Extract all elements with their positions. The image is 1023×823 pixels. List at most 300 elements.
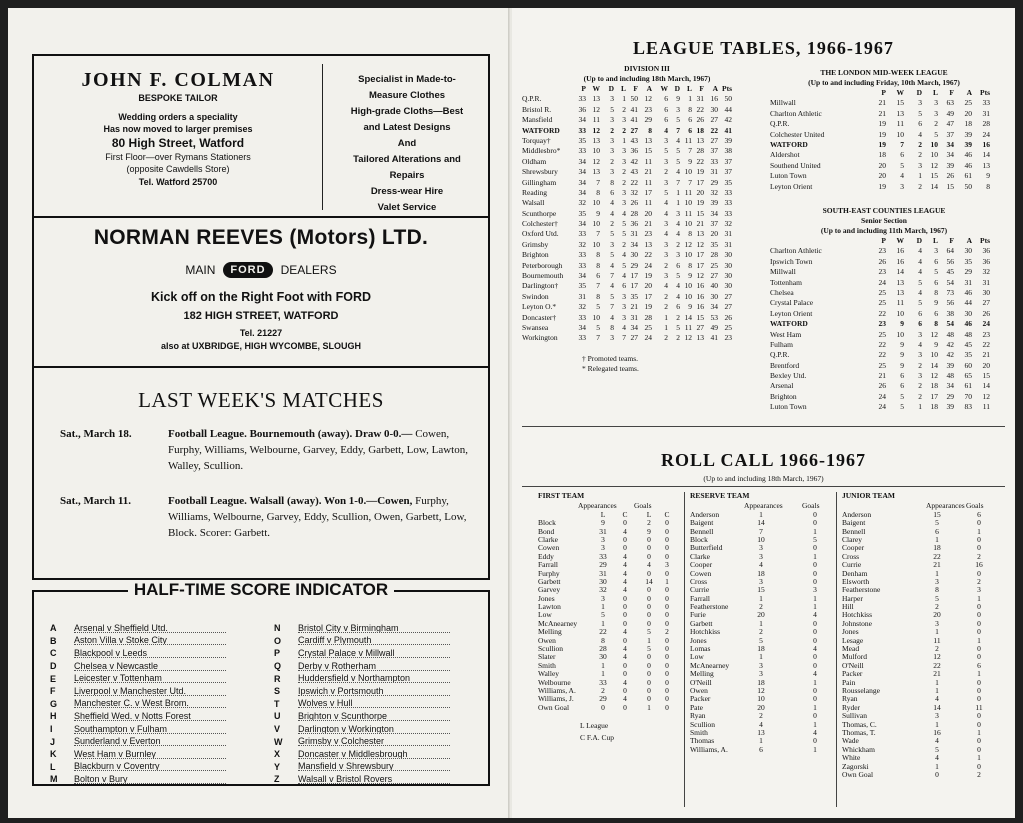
player-row bbox=[538, 536, 684, 544]
player-row bbox=[842, 637, 982, 645]
stat-cell: 0 bbox=[601, 702, 605, 712]
player-name: Owen bbox=[538, 635, 556, 645]
stat-cell: 8 bbox=[596, 187, 600, 197]
table-row bbox=[522, 167, 772, 177]
stat-cell: 70 bbox=[964, 391, 972, 401]
stat-cell: 10 bbox=[757, 534, 765, 544]
stat-cell: 28 bbox=[644, 312, 652, 322]
player-name: Scullion bbox=[690, 719, 716, 729]
stat-cell: 8 bbox=[986, 181, 990, 191]
stat-cell: 2 bbox=[918, 381, 922, 391]
stat-cell: 0 bbox=[623, 534, 627, 544]
stat-cell: 12 bbox=[592, 104, 600, 114]
stat-cell: 3 bbox=[610, 167, 614, 177]
stat-cell: 0 bbox=[647, 602, 651, 612]
team-name: Doncaster† bbox=[522, 312, 557, 322]
stat-cell: 3 bbox=[900, 181, 904, 191]
stat-cell: 3 bbox=[664, 219, 668, 229]
player-row bbox=[842, 687, 982, 695]
halftime-fixture: Mansfield v Shrewsbury bbox=[298, 762, 450, 771]
stat-cell: 14 bbox=[930, 181, 938, 191]
stat-cell: 7 bbox=[610, 271, 614, 281]
column-divider bbox=[836, 492, 837, 807]
stat-cell: 35 bbox=[964, 350, 972, 360]
stat-cell: 16 bbox=[696, 291, 704, 301]
last-week-box bbox=[32, 366, 490, 580]
stat-cell: 1 bbox=[676, 198, 680, 208]
stat-cell: 11 bbox=[644, 198, 652, 208]
table-row bbox=[770, 161, 998, 171]
player-name: Ryan bbox=[842, 694, 858, 704]
stat-cell: 11 bbox=[684, 208, 692, 218]
stat-cell: 2 bbox=[610, 219, 614, 229]
last-week-title: LAST WEEK'S MATCHES bbox=[138, 388, 384, 412]
team-name: Swindon bbox=[522, 291, 549, 301]
player-row bbox=[538, 704, 684, 712]
column-header: L bbox=[620, 84, 626, 93]
stat-cell: 0 bbox=[813, 660, 817, 670]
stat-cell: 1 bbox=[759, 593, 763, 603]
stat-cell: 5 bbox=[610, 104, 614, 114]
stat-cell: 0 bbox=[665, 526, 669, 536]
player-name: McAnearney bbox=[690, 660, 730, 670]
stat-cell: 48 bbox=[946, 329, 954, 339]
stat-cell: 46 bbox=[964, 160, 972, 170]
stat-cell: 0 bbox=[935, 769, 939, 779]
roll-title: JUNIOR TEAM bbox=[842, 491, 895, 500]
stat-cell: 0 bbox=[977, 602, 981, 612]
player-name: Thomas bbox=[690, 736, 715, 746]
reeves-tel: Tel. 21227 bbox=[239, 328, 283, 338]
stat-cell: 3 bbox=[622, 115, 626, 125]
stat-cell: 20 bbox=[878, 160, 886, 170]
stat-cell: 1 bbox=[935, 761, 939, 771]
stat-cell: 4 bbox=[610, 260, 614, 270]
stat-cell: 35 bbox=[710, 239, 718, 249]
stat-cell: 33 bbox=[710, 156, 718, 166]
stat-cell: 17 bbox=[644, 291, 652, 301]
stat-cell: 2 bbox=[977, 551, 981, 561]
stat-cell: 0 bbox=[665, 585, 669, 595]
stat-cell: 0 bbox=[623, 702, 627, 712]
colman-address: 80 High Street, Watford bbox=[111, 135, 245, 150]
stat-cell: 4 bbox=[623, 560, 627, 570]
halftime-letter: T bbox=[274, 698, 280, 709]
stat-cell: 1 bbox=[622, 135, 626, 145]
stat-cell: 4 bbox=[813, 669, 817, 679]
stat-cell: 29 bbox=[644, 115, 652, 125]
stat-cell: 3 bbox=[622, 312, 626, 322]
match-team: Furphy, Williams, Welbourne, Garvey, Eddy, Scullion, Owen, Garbett, Low, Block. Scorer: Garbett. bbox=[168, 495, 467, 539]
team-name: Reading bbox=[522, 187, 547, 197]
stat-cell: 0 bbox=[813, 509, 817, 519]
roll-header bbox=[538, 502, 684, 510]
stat-cell: 12 bbox=[684, 333, 692, 343]
player-name: Bennell bbox=[690, 526, 714, 536]
stat-cell: 63 bbox=[946, 98, 954, 108]
stat-cell: 29 bbox=[710, 177, 718, 187]
stat-cell: 21 bbox=[933, 669, 941, 679]
halftime-fixture: Chelsea v Newcastle bbox=[74, 662, 226, 671]
stat-cell: 2 bbox=[759, 627, 763, 637]
table-header-row bbox=[770, 88, 998, 98]
stat-cell: 31 bbox=[578, 291, 586, 301]
column-header: Pts bbox=[980, 88, 990, 97]
southeast-counties-table bbox=[770, 206, 998, 413]
colman-floor: First Floor—over Rymans Stationers bbox=[105, 151, 251, 162]
player-name: Own Goal bbox=[842, 769, 874, 779]
halftime-row bbox=[50, 660, 226, 673]
column-header: P bbox=[881, 236, 886, 245]
stat-cell: 34 bbox=[578, 271, 586, 281]
stat-cell: 2 bbox=[935, 602, 939, 612]
stat-cell: 0 bbox=[813, 652, 817, 662]
halftime-letter: E bbox=[50, 673, 57, 684]
halftime-letter: H bbox=[50, 711, 57, 722]
halftime-letter: V bbox=[274, 724, 281, 735]
stat-cell: 3 bbox=[622, 156, 626, 166]
stat-cell: 6 bbox=[596, 271, 600, 281]
stat-cell: 4 bbox=[813, 727, 817, 737]
stat-cell: 3 bbox=[759, 576, 763, 586]
stat-cell: 3 bbox=[977, 585, 981, 595]
table-row bbox=[522, 126, 772, 136]
stat-cell: 26 bbox=[946, 171, 954, 181]
stat-cell: 20 bbox=[644, 208, 652, 218]
table-row bbox=[770, 330, 998, 340]
column-divider bbox=[684, 492, 685, 807]
stat-cell: 7 bbox=[676, 125, 680, 135]
team-name: Gillingham bbox=[522, 177, 557, 187]
halftime-right-column bbox=[274, 622, 450, 786]
stat-cell: 2 bbox=[759, 602, 763, 612]
team-name: West Ham bbox=[770, 329, 802, 339]
stat-cell: 17 bbox=[930, 391, 938, 401]
stat-cell: 0 bbox=[665, 686, 669, 695]
stat-cell: 22 bbox=[933, 660, 941, 670]
stat-cell: 0 bbox=[623, 602, 627, 612]
stat-cell: 18 bbox=[757, 677, 765, 687]
stat-cell: 21 bbox=[933, 560, 941, 570]
stat-cell: 8 bbox=[934, 287, 938, 297]
player-row bbox=[842, 695, 982, 703]
stat-cell: 6 bbox=[977, 509, 981, 519]
stat-cell: 6 bbox=[610, 187, 614, 197]
stat-cell: 49 bbox=[710, 322, 718, 332]
stat-cell: 1 bbox=[813, 526, 817, 536]
stat-cell: 12 bbox=[982, 391, 990, 401]
stat-cell: 56 bbox=[946, 256, 954, 266]
reeves-dealers bbox=[34, 262, 488, 278]
player-name: Packer bbox=[690, 694, 711, 704]
stat-cell: 0 bbox=[647, 593, 651, 603]
stat-cell: 27 bbox=[724, 302, 732, 312]
stat-cell: 44 bbox=[724, 104, 732, 114]
stat-cell: 43 bbox=[630, 135, 638, 145]
stat-cell: 48 bbox=[964, 329, 972, 339]
halftime-fixture: Arsenal v Sheffield Utd. bbox=[74, 624, 226, 633]
stat-cell: 31 bbox=[599, 568, 607, 578]
stat-cell: 10 bbox=[684, 250, 692, 260]
table-row bbox=[770, 350, 998, 360]
stat-cell: 27 bbox=[630, 125, 638, 135]
stat-cell: 14 bbox=[645, 576, 653, 586]
stat-cell: 15 bbox=[696, 208, 704, 218]
stat-cell: 9 bbox=[601, 518, 605, 528]
player-name: Cooper bbox=[690, 560, 713, 570]
stat-cell: 5 bbox=[900, 391, 904, 401]
column-header: W bbox=[592, 84, 600, 93]
stat-cell: 12 bbox=[930, 371, 938, 381]
halftime-fixture: Huddersfield v Northampton bbox=[298, 674, 450, 683]
stat-cell: 1 bbox=[813, 744, 817, 754]
service-line: Dress-wear Hire bbox=[370, 186, 444, 197]
player-name: O'Neill bbox=[842, 660, 864, 670]
stat-cell: 4 bbox=[676, 135, 680, 145]
stat-cell: 2 bbox=[918, 391, 922, 401]
table-row bbox=[522, 219, 772, 229]
stat-cell: 13 bbox=[896, 277, 904, 287]
stat-cell: 2 bbox=[977, 576, 981, 586]
stat-cell: 0 bbox=[977, 711, 981, 721]
stat-cell: 2 bbox=[610, 156, 614, 166]
player-row bbox=[538, 653, 684, 661]
stat-cell: 1 bbox=[665, 576, 669, 586]
stat-cell: 34 bbox=[630, 322, 638, 332]
stat-cell: 2 bbox=[759, 711, 763, 721]
stat-cell: 23 bbox=[878, 319, 886, 329]
stat-cell: 1 bbox=[759, 736, 763, 746]
stat-cell: 1 bbox=[935, 719, 939, 729]
stat-cell: 8 bbox=[596, 291, 600, 301]
table-row bbox=[522, 115, 772, 125]
stat-cell: 9 bbox=[688, 271, 692, 281]
stat-cell: 20 bbox=[982, 360, 990, 370]
player-name: O'Neill bbox=[690, 677, 712, 687]
stat-cell: 3 bbox=[934, 246, 938, 256]
column-header: P bbox=[581, 84, 586, 93]
stat-cell: 3 bbox=[934, 108, 938, 118]
stat-cell: 1 bbox=[977, 593, 981, 603]
stat-cell: 2 bbox=[622, 177, 626, 187]
table-row bbox=[522, 188, 772, 198]
stat-cell: 0 bbox=[647, 534, 651, 544]
stat-cell: 7 bbox=[759, 526, 763, 536]
stat-cell: 13 bbox=[644, 239, 652, 249]
stat-cell: 0 bbox=[977, 719, 981, 729]
colman-name: JOHN F. COLMAN bbox=[81, 69, 275, 91]
stat-cell: 7 bbox=[622, 333, 626, 343]
service-line: Measure Clothes bbox=[368, 90, 446, 101]
stat-cell: 1 bbox=[977, 669, 981, 679]
stat-cell: 5 bbox=[622, 260, 626, 270]
stat-cell: 8 bbox=[688, 104, 692, 114]
league-tables-title: LEAGUE TABLES, 1966-1967 bbox=[633, 38, 894, 58]
stat-cell: 31 bbox=[710, 167, 718, 177]
stat-cell: 24 bbox=[878, 402, 886, 412]
halftime-row bbox=[274, 723, 450, 736]
stat-cell: 0 bbox=[647, 551, 651, 561]
stat-cell: 34 bbox=[946, 381, 954, 391]
stat-cell: 5 bbox=[900, 402, 904, 412]
halftime-letter: G bbox=[50, 698, 58, 709]
halftime-fixture: Darlington v Workington bbox=[298, 725, 450, 734]
stat-cell: 0 bbox=[977, 694, 981, 704]
service-line: Repairs bbox=[389, 170, 425, 181]
stat-cell: 1 bbox=[622, 94, 626, 104]
match-team: Cowen, Furphy, Williams, Welbourne, Garvey, Eddy, Garbett, Low, Lawton, Walley, Scullion. bbox=[168, 428, 468, 472]
service-line: Tailored Alterations and bbox=[353, 154, 461, 165]
team-name: Ipswich Town bbox=[770, 256, 813, 266]
player-row bbox=[842, 746, 982, 754]
player-name: Cowen bbox=[538, 543, 560, 553]
colman-tel: Tel. Watford 25700 bbox=[138, 176, 218, 187]
stat-cell: 0 bbox=[647, 669, 651, 679]
stat-cell: 4 bbox=[664, 229, 668, 239]
stat-cell: 23 bbox=[878, 246, 886, 256]
stat-cell: 0 bbox=[977, 534, 981, 544]
stat-cell: 23 bbox=[878, 267, 886, 277]
team-name: Luton Town bbox=[770, 402, 807, 412]
stat-cell: 47 bbox=[946, 119, 954, 129]
table-row bbox=[770, 257, 998, 267]
stat-cell: 4 bbox=[623, 576, 627, 586]
stat-cell: 4 bbox=[918, 256, 922, 266]
stat-cell: 2 bbox=[676, 239, 680, 249]
stat-cell: 14 bbox=[896, 267, 904, 277]
stat-cell: 4 bbox=[935, 694, 939, 704]
stat-cell: 19 bbox=[878, 181, 886, 191]
halftime-letter: X bbox=[274, 749, 281, 760]
main-label: MAIN bbox=[185, 263, 216, 277]
table-row bbox=[522, 209, 772, 219]
stat-cell: 0 bbox=[665, 702, 669, 712]
stat-cell: 30 bbox=[964, 308, 972, 318]
player-row bbox=[538, 628, 684, 636]
stat-cell: 0 bbox=[977, 618, 981, 628]
service-line: and Latest Designs bbox=[363, 122, 451, 133]
stat-cell: 37 bbox=[710, 146, 718, 156]
stat-cell: 34 bbox=[578, 115, 586, 125]
stat-cell: 12 bbox=[696, 271, 704, 281]
player-name: Ryder bbox=[842, 702, 861, 712]
team-name: Q.P.R. bbox=[770, 350, 790, 360]
stat-cell: 4 bbox=[935, 753, 939, 763]
stat-cell: 4 bbox=[610, 312, 614, 322]
stat-cell: 14 bbox=[982, 150, 990, 160]
stat-cell: 13 bbox=[896, 287, 904, 297]
stat-cell: 4 bbox=[676, 229, 680, 239]
player-name: Pate bbox=[690, 702, 703, 712]
stat-cell: 33 bbox=[724, 208, 732, 218]
stat-cell: 2 bbox=[934, 119, 938, 129]
team-name: Q.P.R. bbox=[522, 94, 542, 104]
stat-cell: 12 bbox=[930, 160, 938, 170]
column-header: F bbox=[949, 236, 954, 245]
halftime-row bbox=[50, 723, 226, 736]
stat-cell: 8 bbox=[934, 319, 938, 329]
table-subtitle: (Up to and including Friday, 10th March, 1967) bbox=[808, 78, 960, 87]
stat-cell: 11 bbox=[684, 135, 692, 145]
left-page bbox=[8, 8, 510, 818]
stat-cell: 20 bbox=[696, 187, 704, 197]
roll-call-title: ROLL CALL 1966-1967 bbox=[660, 450, 867, 470]
halftime-row bbox=[274, 748, 450, 761]
team-name: Southend United bbox=[770, 160, 821, 170]
stat-cell: 27 bbox=[710, 135, 718, 145]
stat-cell: 5 bbox=[676, 115, 680, 125]
dealers-label: DEALERS bbox=[280, 263, 337, 277]
table-row bbox=[770, 98, 998, 108]
column-header: L bbox=[646, 509, 652, 519]
stat-cell: 1 bbox=[935, 686, 939, 695]
stat-cell: 5 bbox=[676, 322, 680, 332]
stat-cell: 0 bbox=[813, 635, 817, 645]
table-row bbox=[770, 246, 998, 256]
player-name: Butterfield bbox=[690, 543, 723, 553]
player-name: Hotchkiss bbox=[690, 627, 720, 637]
stat-cell: 48 bbox=[946, 371, 954, 381]
team-name: Torquay† bbox=[522, 135, 551, 145]
halftime-row bbox=[274, 710, 450, 723]
team-name: Workington bbox=[522, 333, 558, 343]
stat-cell: 27 bbox=[982, 298, 990, 308]
goals-header: Goals bbox=[634, 501, 652, 511]
stat-cell: 45 bbox=[946, 267, 954, 277]
player-name: Ryan bbox=[690, 711, 706, 721]
stat-cell: 3 bbox=[622, 187, 626, 197]
stat-cell: 11 bbox=[684, 187, 692, 197]
stat-cell: 26 bbox=[696, 115, 704, 125]
halftime-row bbox=[274, 685, 450, 698]
stat-cell: 15 bbox=[946, 181, 954, 191]
reserve-team-roll bbox=[690, 492, 830, 754]
stat-cell: 50 bbox=[724, 94, 732, 104]
stat-cell: 0 bbox=[665, 694, 669, 704]
stat-cell: 0 bbox=[665, 669, 669, 679]
stat-cell: 4 bbox=[918, 129, 922, 139]
stat-cell: 1 bbox=[647, 635, 651, 645]
stat-cell: 27 bbox=[710, 115, 718, 125]
match-headline: Football League. Bournemouth (away). Draw 0-0.— bbox=[168, 428, 413, 440]
stat-cell: 4 bbox=[664, 198, 668, 208]
stat-cell: 32 bbox=[630, 187, 638, 197]
player-row bbox=[538, 544, 684, 552]
stat-cell: 4 bbox=[664, 208, 668, 218]
stat-cell: 54 bbox=[946, 277, 954, 287]
team-name: Mansfield bbox=[522, 115, 553, 125]
table-title: THE LONDON MID-WEEK LEAGUE bbox=[820, 68, 948, 77]
stat-cell: 0 bbox=[977, 568, 981, 578]
player-name: Slater bbox=[538, 652, 556, 662]
stat-cell: 11 bbox=[684, 322, 692, 332]
stat-cell: 3 bbox=[934, 98, 938, 108]
stat-cell: 20 bbox=[933, 610, 941, 620]
stat-cell: 25 bbox=[724, 322, 732, 332]
stat-cell: 20 bbox=[878, 171, 886, 181]
column-header: L bbox=[932, 236, 938, 245]
stat-cell: 11 bbox=[982, 402, 990, 412]
team-name: WATFORD bbox=[770, 139, 808, 149]
player-name: Harper bbox=[842, 593, 863, 603]
stat-cell: 0 bbox=[647, 652, 651, 662]
junior-team-roll bbox=[842, 492, 982, 779]
player-name: Smith bbox=[538, 660, 556, 670]
column-header: A bbox=[712, 84, 718, 93]
stat-cell: 9 bbox=[647, 526, 651, 536]
stat-cell: 34 bbox=[710, 208, 718, 218]
stat-cell: 38 bbox=[946, 308, 954, 318]
